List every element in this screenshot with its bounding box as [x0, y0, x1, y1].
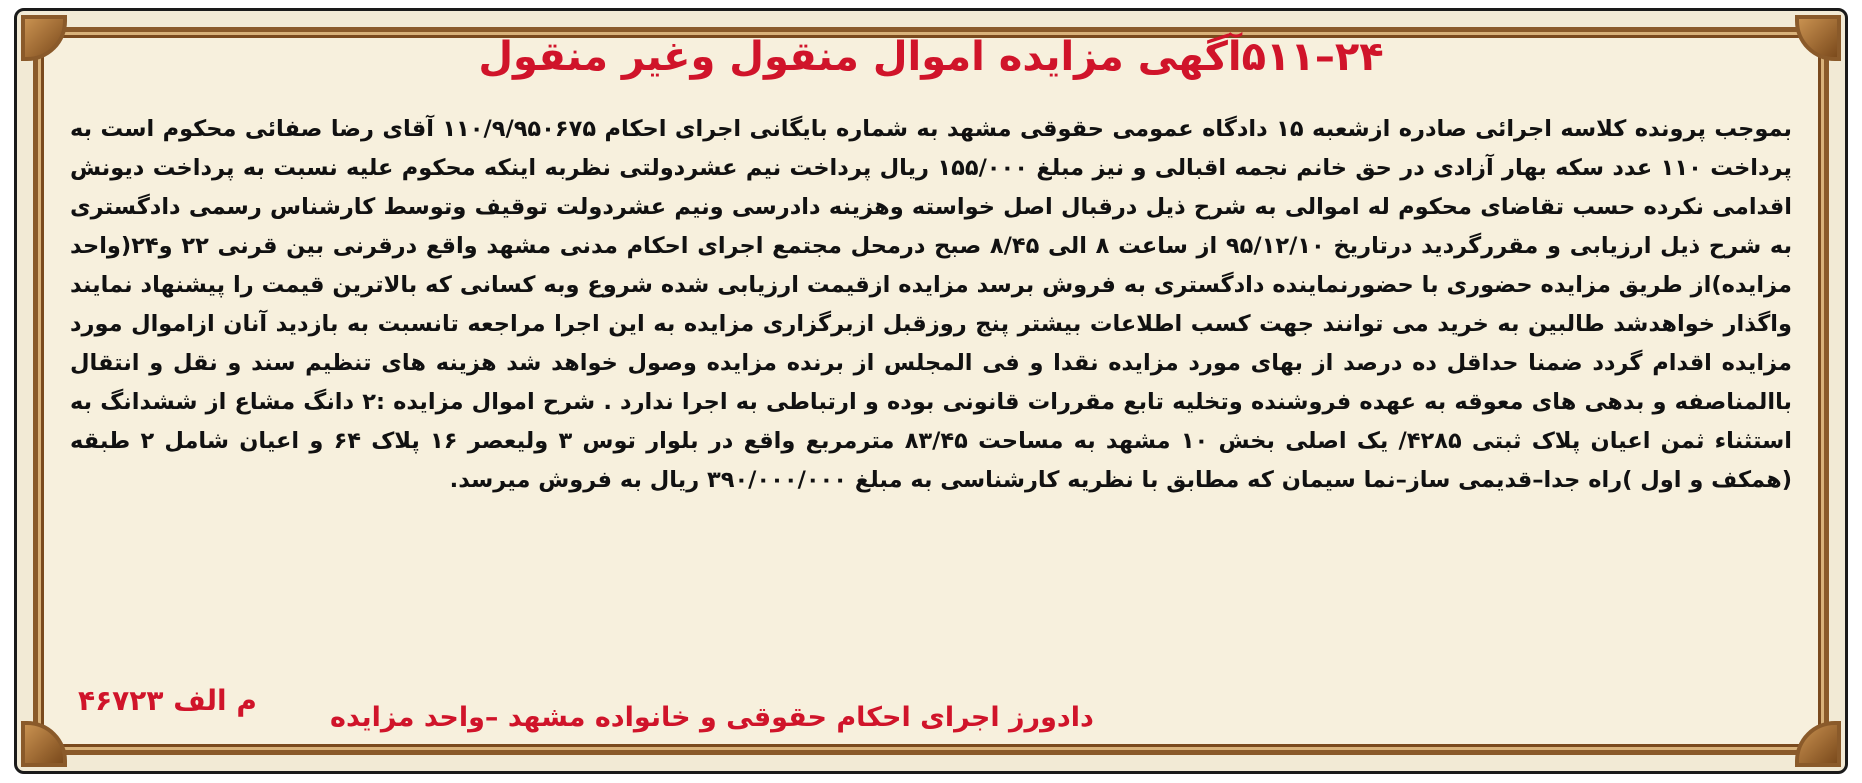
notice-signature: دادورز اجرای احکام حقوقی و خانواده مشهد –واحد مزایده	[330, 702, 1094, 733]
notice-title: ۲۴–۵۱۱آگهی مزایده اموال منقول وغیر منقول	[478, 34, 1384, 80]
notice-body	[70, 110, 1792, 500]
notice-code: م الف ۴۶۷۲۳	[78, 684, 257, 717]
notice-body-paragraph: بموجب پرونده کلاسه اجرائی صادره ازشعبه ۱۵ دادگاه عمومی حقوقی مشهد به شماره بایگانی اجرای احکام ۱۱۰/۹/۹۵۰۶۷۵ آقای رضا صفائی محکوم است به پرداخت ۱۱۰ عدد سکه بهار آزادی در حق خانم نجمه اقبالی و نیز مبلغ ۱۵۵/۰۰۰ ریال پرداخت نیم عشردولتی نظربه اینکه محکوم علیه نسبت به پرداخت دیونش اقدامی نکرده حسب تقاضای محکوم له اموالی به شرح ذیل درقبال اصل خواسته وهزینه دادرسی ونیم عشردولت توقیف وتوسط کارشناس رسمی دادگستری به شرح ذیل ارزیابی و مقررگردید درتاریخ ۹۵/۱۲/۱۰ از ساعت ۸ الی ۸/۴۵ صبح درمحل مجتمع اجرای احکام مدنی مشهد واقع درقرنی بین قرنی ۲۲ و۲۴(واحد مزایده)از طریق مزایده حضوری با حضورنماینده دادگستری به فروش برسد مزایده ازقیمت ارزیابی شده شروع وبه کسانی که بالاترین قیمت را پیشنهاد نمایند واگذار خواهدشد طالبین به خرید می توانند جهت کسب اطلاعات بیشتر پنج روزقبل ازبرگزاری مزایده به این اجرا مراجعه تانسبت به بازدید آنان ازاموال مورد مزایده اقدام گردد ضمنا حداقل ده درصد از بهای مورد مزایده نقدا و فی المجلس از برنده مزایده وصول خواهد شد هزینه های تنظیم سند و نقل و انتقال باالمناصفه و بدهی های معوقه به عهده فروشنده وتخلیه تابع مقررات قانونی بوده و ارتباطی به اجرا ندارد . شرح اموال مزایده :۲ دانگ مشاع از ششدانگ به استثناء ثمن اعیان پلاک ثبتی ۴۲۸۵/ یک اصلی بخش ۱۰ مشهد به مساحت ۸۳/۴۵ مترمربع واقع در بلوار توس ۳ ولیعصر ۱۶ پلاک ۶۴ و اعیان شامل ۲ طبقه (همکف و اول )راه جدا–قدیمی ساز–نما سیمان که مطابق با نظریه کارشناسی به مبلغ ۳۹۰/۰۰۰/۰۰۰ ریال به فروش میرسد.	[70, 116, 1793, 493]
